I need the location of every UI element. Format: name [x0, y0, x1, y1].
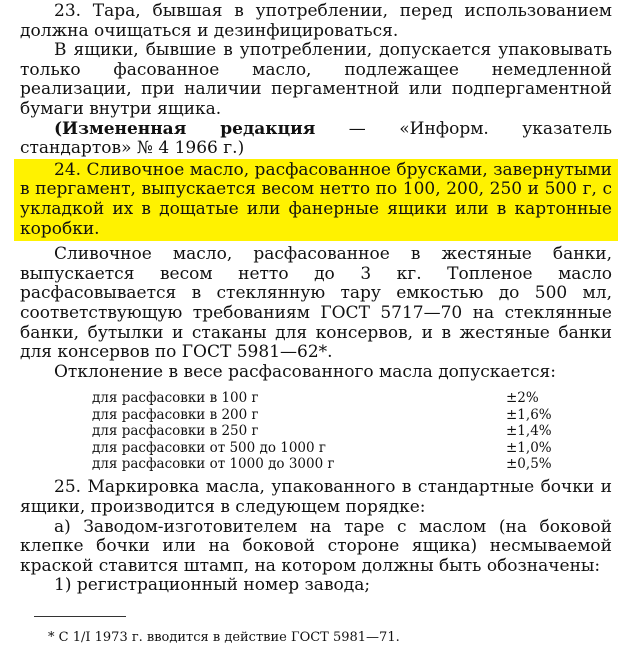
document-page: [20, 2, 612, 659]
tolerance-value: ±1,6%: [506, 406, 552, 423]
amendment-label: (Измененная редакция: [54, 118, 316, 139]
paragraph-24-highlighted: 24. Сливочное масло, расфасованное брусками, завернутыми в пергамент, выпускается весом нетто по 100, 200, 250 и 500 г, с укладкой их в дощатые или фанерные ящики или в картонные коробки.: [14, 159, 618, 241]
paragraph-23-boxes: В ящики, бывшие в употреблении, допускается упаковывать только фасованное масло, подлежащее немедленной реализации, при наличии пергаментной или подпергаментной бумаги внутри ящика.: [20, 40, 612, 119]
paragraph-25-stamp: а) Заводом-изготовителем на таре с маслом (на боковой клепке бочки или на боковой стороне ящика) несмываемой краской ставится штамп, на котором должны быть обозначены:: [20, 516, 612, 576]
tolerance-value: ±2%: [506, 390, 539, 407]
tolerance-value: ±0,5%: [506, 455, 552, 472]
paragraph-25-marking: 25. Маркировка масла, упакованного в стандартные бочки и ящики, производится в следующем порядке:: [20, 477, 612, 517]
table-row: [92, 407, 562, 423]
tolerance-label: для расфасовки в 100 г: [92, 390, 259, 407]
table-row: [92, 390, 562, 406]
table-row: [92, 456, 562, 472]
paragraph-23-text: 23. Тара, бывшая в употреблении, перед использованием должна очищаться и дезинфицироваться.: [20, 1, 612, 41]
paragraph-25-item-1: 1) регистрационный номер завода;: [54, 575, 371, 596]
paragraph-23-amendment: [20, 120, 612, 159]
amendment-source: — «Информ. указатель стандартов» № 4 1966 г.): [20, 118, 612, 159]
paragraph-24-cans: Сливочное масло, расфасованное в жестяные банки, выпускается весом нетто до 3 кг. Топленое масло расфасовывается в стеклянную тару емкостью до 500 мл, соответствующую требованиям ГОСТ 5717—70 на стеклянные банки, бутылки и стаканы для консервов, и в жестяные банки для консервов по ГОСТ 5981—62*.: [20, 244, 612, 363]
table-row: [92, 423, 562, 439]
tolerance-label: для расфасовки от 500 до 1000 г: [92, 439, 326, 456]
footnote: * С 1/I 1973 г. вводится в действие ГОСТ 5981—71.: [48, 629, 400, 645]
tolerance-label: для расфасовки в 200 г: [92, 406, 259, 423]
tolerance-label: для расфасовки от 1000 до 3000 г: [92, 455, 335, 472]
footnote-divider: [34, 616, 126, 617]
paragraph-24-deviation: Отклонение в весе расфасованного масла допускается:: [54, 361, 556, 382]
table-row: [92, 440, 562, 456]
tolerance-table: [92, 390, 562, 472]
tolerance-label: для расфасовки в 250 г: [92, 423, 259, 440]
tolerance-value: ±1,4%: [506, 423, 552, 440]
tolerance-value: ±1,0%: [506, 439, 552, 456]
